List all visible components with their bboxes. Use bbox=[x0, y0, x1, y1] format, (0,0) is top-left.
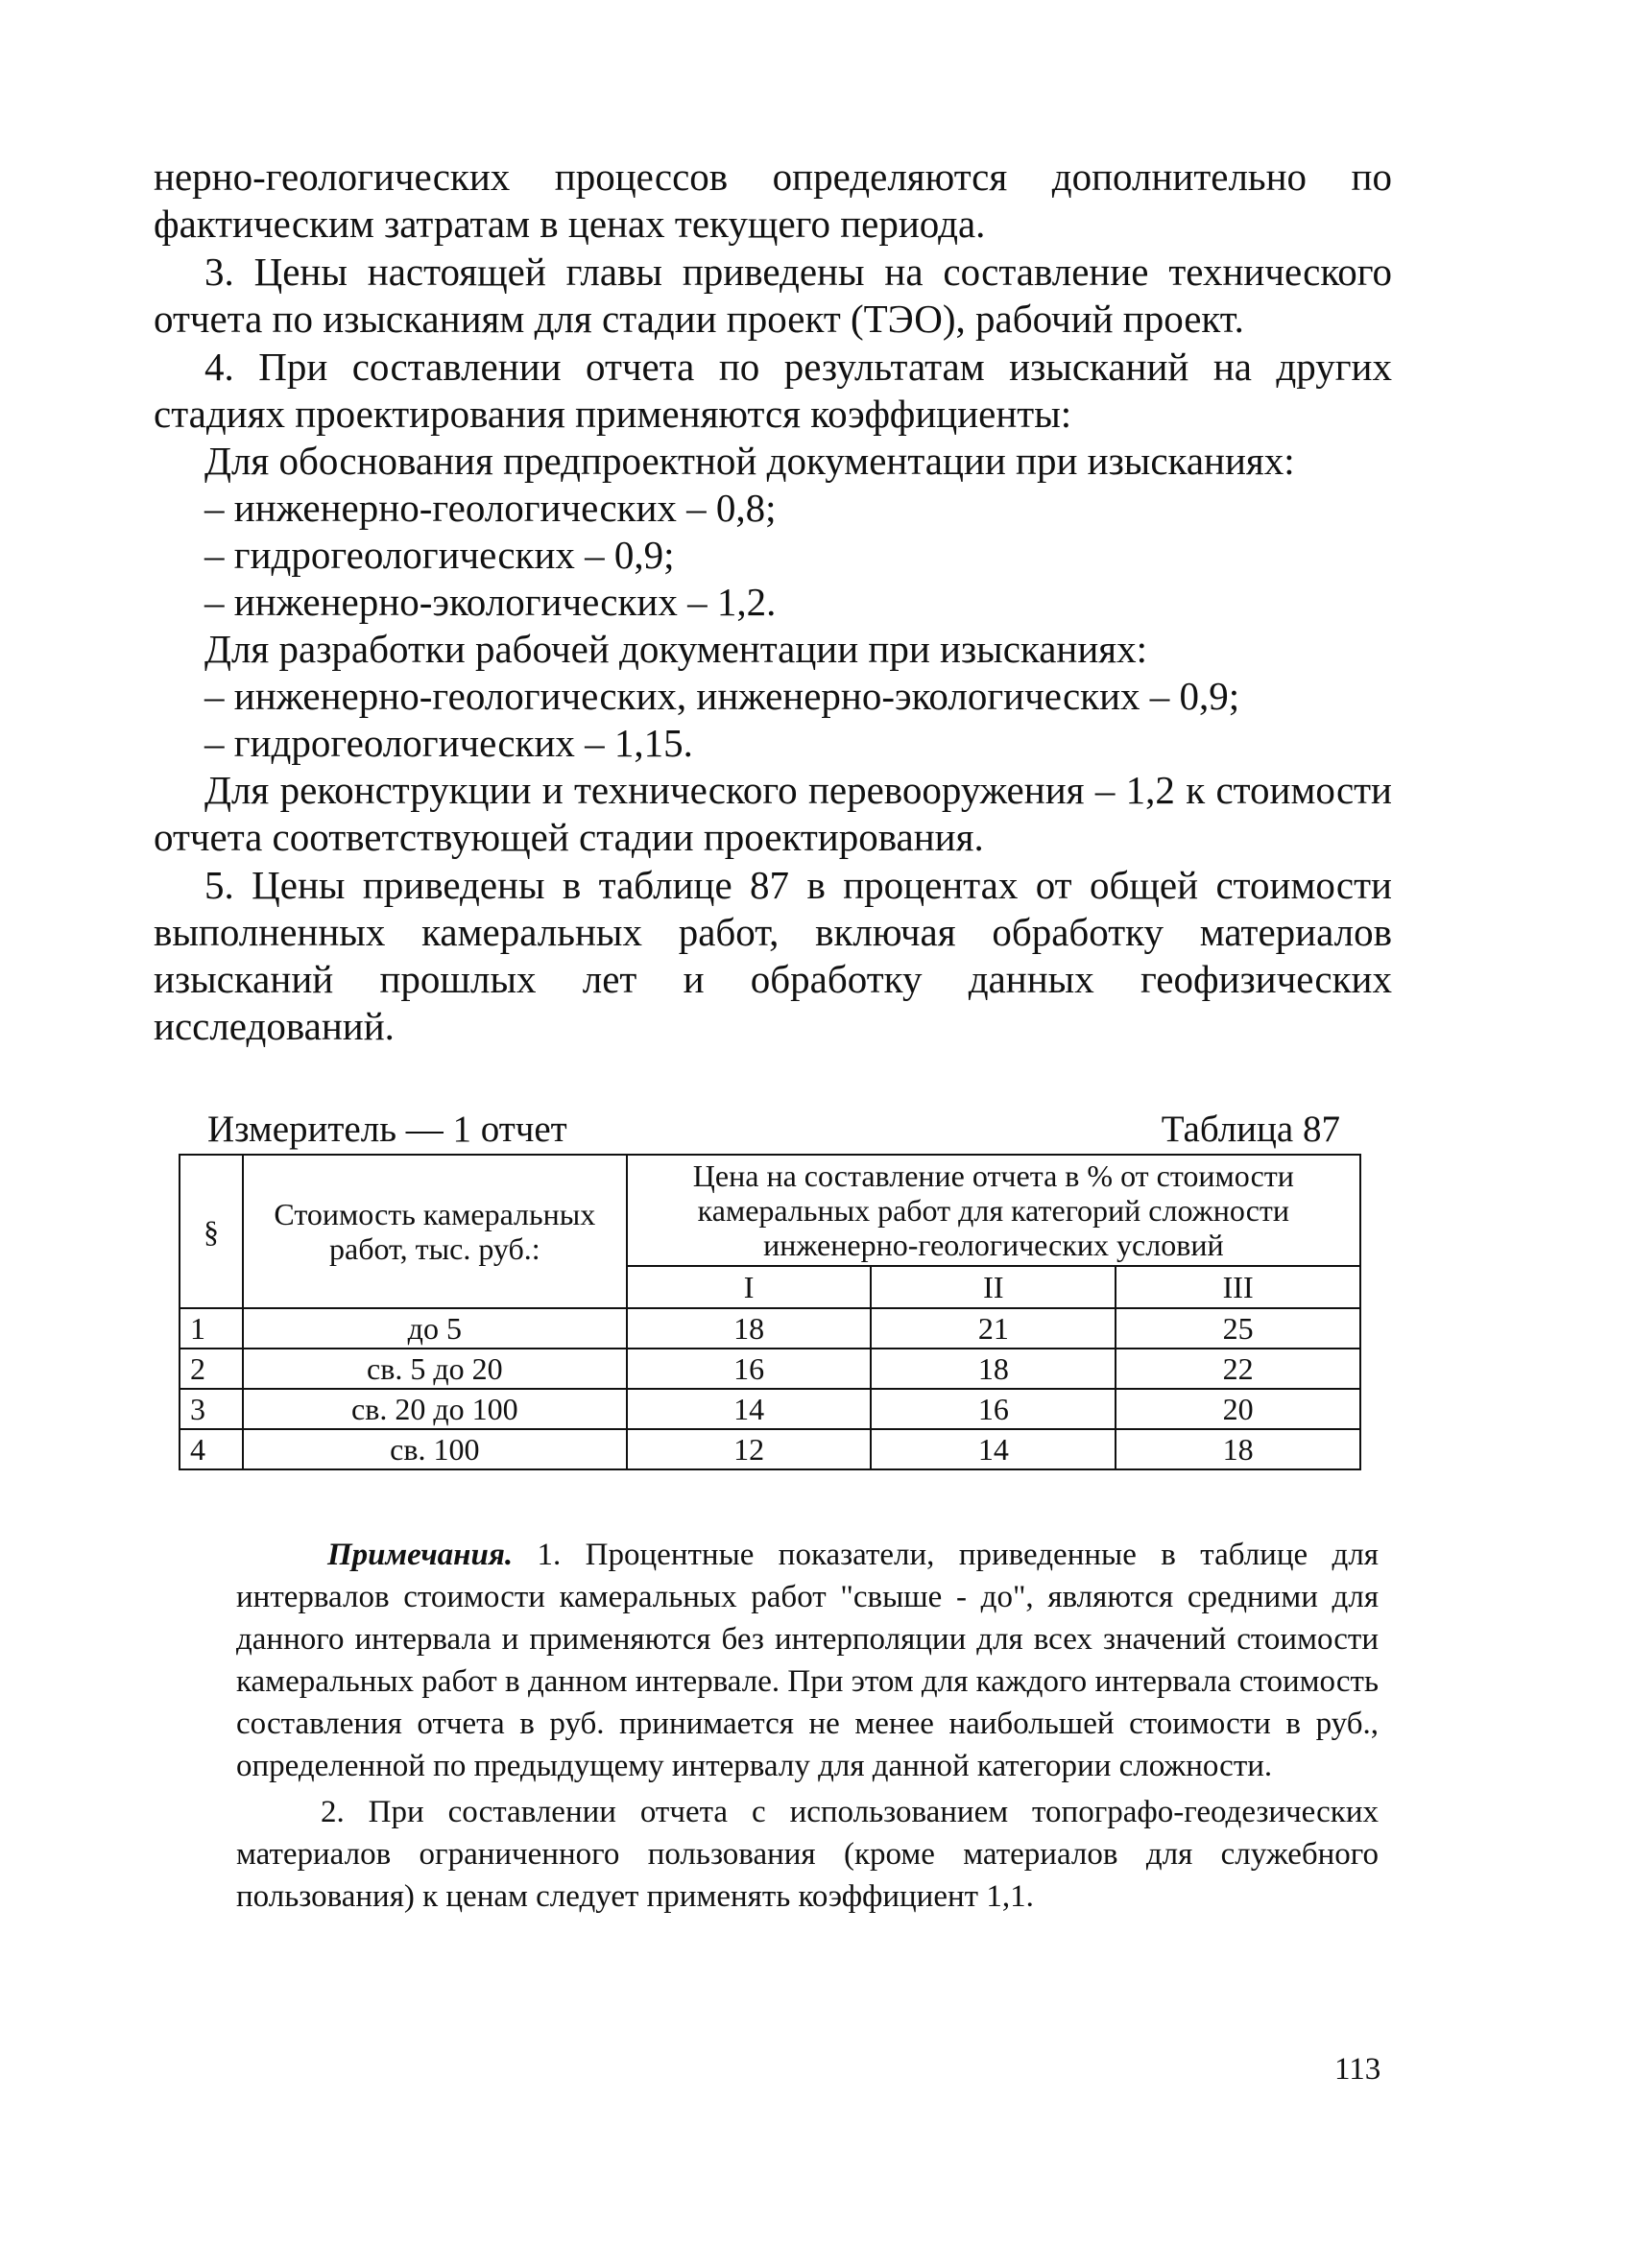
list-item: – инженерно-экологических – 1,2. bbox=[204, 580, 777, 624]
row-cost: св. 5 до 20 bbox=[243, 1349, 627, 1389]
row-value: 22 bbox=[1116, 1349, 1360, 1389]
header-cost: Стоимость камеральных работ, тыс. руб.: bbox=[243, 1155, 627, 1308]
table-row bbox=[180, 1429, 1360, 1469]
paragraph: Для разработки рабочей документации при изысканиях: bbox=[204, 627, 1148, 671]
row-value: 14 bbox=[871, 1429, 1116, 1469]
table-row bbox=[180, 1349, 1360, 1389]
paragraph: 5. Цены приведены в таблице 87 в процентах от общей стоимости выполненных камеральных работ, включая обработку материалов изысканий прошлых лет и обработку данных геофизических исследований. bbox=[154, 863, 1392, 1048]
notes-title: Примечания. bbox=[327, 1538, 514, 1572]
list-item: – инженерно-геологических, инженерно-экологических – 0,9; bbox=[204, 674, 1240, 718]
list-item: – инженерно-геологических – 0,8; bbox=[204, 486, 777, 530]
row-value: 20 bbox=[1116, 1389, 1360, 1429]
row-num: 3 bbox=[180, 1389, 243, 1429]
table-row bbox=[180, 1389, 1360, 1429]
note-1-text: 1. Процентные показатели, приведенные в таблице для интервалов стоимости камеральных работ "свыше - до", являются средними для данного интервала и применяются без интерполяции для всех значений стоимости камеральных работ в данном интервале. При этом для каждого интервала стоимость составления отчета в руб. принимается не менее наибольшей стоимости в руб., определенной по предыдущему интервалу для данной категории сложности. bbox=[236, 1538, 1379, 1783]
row-value: 12 bbox=[627, 1429, 872, 1469]
list-item: – гидрогеологических – 1,15. bbox=[204, 721, 693, 765]
table-label: Таблица 87 bbox=[1161, 1109, 1340, 1150]
header-category-2: II bbox=[871, 1266, 1116, 1308]
row-num: 4 bbox=[180, 1429, 243, 1469]
row-value: 25 bbox=[1116, 1308, 1360, 1349]
header-price: Цена на составление отчета в % от стоимости камеральных работ для категорий сложности инженерно-геологических условий bbox=[627, 1155, 1360, 1266]
table-row bbox=[180, 1308, 1360, 1349]
note-1 bbox=[236, 1534, 1379, 1787]
table-caption bbox=[207, 1109, 1340, 1151]
row-value: 18 bbox=[627, 1308, 872, 1349]
meter-label: Измеритель — 1 отчет bbox=[207, 1109, 567, 1150]
price-table bbox=[179, 1154, 1361, 1470]
paragraph: 3. Цены настоящей главы приведены на составление технического отчета по изысканиям для стадии проект (ТЭО), рабочий проект. bbox=[154, 250, 1392, 341]
body-text bbox=[154, 154, 1392, 1050]
row-cost: св. 100 bbox=[243, 1429, 627, 1469]
paragraph: нерно-геологических процессов определяются дополнительно по фактическим затратам в ценах текущего периода. bbox=[154, 155, 1392, 246]
row-cost: до 5 bbox=[243, 1308, 627, 1349]
row-value: 18 bbox=[871, 1349, 1116, 1389]
row-value: 16 bbox=[627, 1349, 872, 1389]
list-item: – гидрогеологических – 0,9; bbox=[204, 533, 675, 577]
row-num: 1 bbox=[180, 1308, 243, 1349]
row-cost: св. 20 до 100 bbox=[243, 1389, 627, 1429]
row-num: 2 bbox=[180, 1349, 243, 1389]
row-value: 14 bbox=[627, 1389, 872, 1429]
row-value: 16 bbox=[871, 1389, 1116, 1429]
header-num: § bbox=[180, 1155, 243, 1308]
header-category-1: I bbox=[627, 1266, 872, 1308]
row-value: 18 bbox=[1116, 1429, 1360, 1469]
note-2: 2. При составлении отчета с использованием топографо-геодезических материалов ограниченного пользования (кроме материалов для служебного пользования) к ценам следует применять коэффициент 1,1. bbox=[236, 1795, 1379, 1914]
paragraph: Для реконструкции и технического перевооружения – 1,2 к стоимости отчета соответствующей стадии проектирования. bbox=[154, 768, 1392, 859]
page-number: 113 bbox=[1334, 2052, 1381, 2087]
header-category-3: III bbox=[1116, 1266, 1360, 1308]
paragraph: 4. При составлении отчета по результатам изысканий на других стадиях проектирования применяются коэффициенты: bbox=[154, 345, 1392, 436]
paragraph: Для обоснования предпроектной документации при изысканиях: bbox=[204, 439, 1295, 483]
row-value: 21 bbox=[871, 1308, 1116, 1349]
notes bbox=[236, 1534, 1379, 1918]
